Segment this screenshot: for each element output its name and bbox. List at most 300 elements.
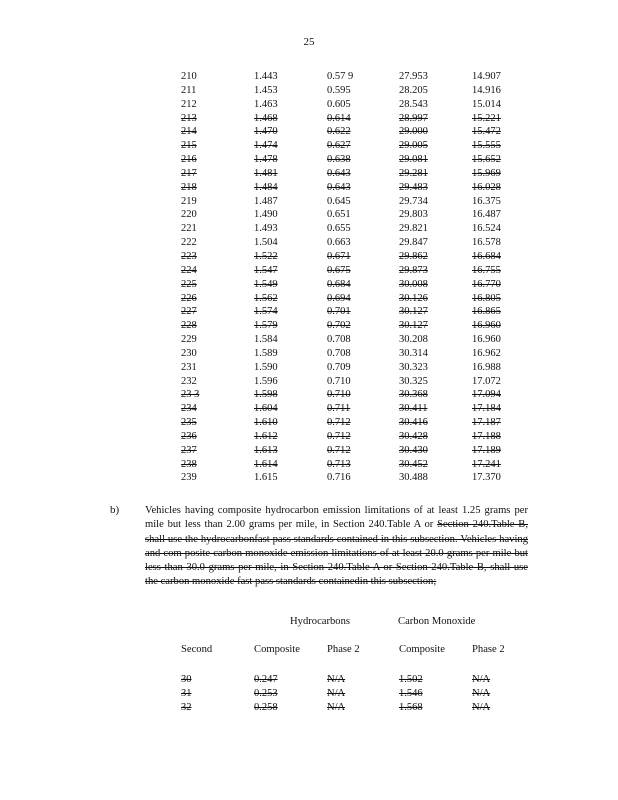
cell-value: 14.907 [472,71,501,82]
table-cell [327,125,399,139]
cell-value: 0.614 [327,112,351,124]
cell-value: 226 [181,292,197,304]
table-row [181,471,532,485]
table-cell [181,153,254,167]
table-cell [254,388,327,402]
cell-value: 220 [181,209,197,221]
cell-value: 16.028 [472,181,501,193]
table-cell [472,167,532,181]
table-row [181,305,532,319]
table-cell [327,305,399,319]
cell-value: 30.008 [399,278,428,290]
table-cell [254,333,327,347]
cell-value: 1.453 [254,84,278,96]
cell-value: 1.590 [254,361,278,373]
table-cell [472,673,522,687]
cell-value: 1.574 [254,306,278,318]
cell-value: 1.522 [254,250,278,262]
cell-value: 30.430 [399,444,428,456]
table-cell [472,70,532,84]
cell-value: 0.712 [327,430,351,442]
cell-value: 0.651 [327,209,351,221]
cell-value: 17.188 [472,430,501,442]
table-cell [181,388,254,402]
table-cell [399,153,472,167]
table-cell [181,333,254,347]
cell-value: 1.610 [254,417,278,429]
table-row [181,181,532,195]
cell-value: 231 [181,361,197,373]
cell-value: N/A [327,701,346,713]
cell-value: 30.416 [399,417,428,429]
cell-value: 232 [181,375,197,387]
cell-value: 30.411 [399,403,428,415]
table-cell [254,236,327,250]
table-cell [254,673,327,687]
cell-value: 17.094 [472,389,501,401]
cell-value: 1.470 [254,126,278,138]
cell-value: 16.375 [472,195,501,207]
cell-value: 15.652 [472,154,501,166]
cell-value: 16.524 [472,223,501,235]
cell-value: 0.638 [327,154,351,166]
cell-value: 237 [181,444,197,456]
table-cell [327,319,399,333]
cell-value: 30.127 [399,320,428,332]
seconds-cutpoint-table [181,70,532,485]
table-cell [472,701,522,715]
table-cell [181,416,254,430]
table-cell [472,98,532,112]
table-cell [254,278,327,292]
table-cell [254,167,327,181]
table-cell [472,292,532,306]
cell-value: 0.701 [327,306,351,318]
table-cell [181,264,254,278]
table-row [181,236,532,250]
table-cell [327,84,399,98]
cell-value: 29.803 [399,209,428,221]
table-row [181,333,532,347]
table-cell [472,388,532,402]
table-cell [327,375,399,389]
table-cell [327,292,399,306]
cell-value: 218 [181,181,197,193]
table-row [181,430,532,444]
cell-value: 15.014 [472,98,501,110]
table-row [181,139,532,153]
table-cell [327,222,399,236]
paragraph-b [145,504,528,590]
table-cell [327,264,399,278]
cell-value: 17.370 [472,472,501,484]
table-cell [254,701,327,715]
table-row [181,292,532,306]
table-cell [472,125,532,139]
table-cell [399,347,472,361]
cell-value: 0.622 [327,126,351,138]
table-row [181,195,532,209]
table-cell [254,416,327,430]
cell-value: 31 [181,687,192,699]
paragraph-b-struck-text: Section 240.Table B, shall use the hydrocarbonfast pass standards contained in this subsection. Vehicles having and com posite carbon monoxide emission limitations of at least 20.0 grams per mile but less than 30.0 grams per mile, in Section 240.Table A or Section 240.Table B, shall use the carbon monoxide fast pass standards containedin this subsection; [145,519,528,588]
cell-value: 0.663 [327,237,351,249]
table-cell [327,195,399,209]
sub-table-body [181,673,522,714]
table-cell [327,701,399,715]
table-cell [399,250,472,264]
table-cell [181,195,254,209]
table-cell [254,139,327,153]
table-row [181,264,532,278]
table-cell [254,84,327,98]
cell-value: 30.488 [399,472,428,484]
table-cell [472,375,532,389]
cell-value: 1.478 [254,154,278,166]
table-cell [327,333,399,347]
cell-value: 1.613 [254,444,278,456]
table-cell [327,236,399,250]
table-cell [472,402,532,416]
table-cell [399,471,472,485]
table-cell [472,84,532,98]
table-cell [181,181,254,195]
table-cell [181,701,254,715]
cell-value: 1.546 [399,687,423,699]
table-cell [472,181,532,195]
cell-value: 16.755 [472,264,501,276]
cell-value: 29.734 [399,195,428,207]
cell-value: 15.221 [472,112,501,124]
table-cell [254,250,327,264]
table-cell [472,471,532,485]
table-cell [254,292,327,306]
table-row [181,458,532,472]
table-cell [181,687,254,701]
cell-value: 1.612 [254,430,278,442]
cell-value: 0.708 [327,347,351,359]
table-cell [399,402,472,416]
cell-value: 29.000 [399,126,428,138]
table-cell [254,208,327,222]
col-header-second: Second [181,644,213,655]
cell-value: 0.253 [254,687,278,699]
table-cell [327,250,399,264]
table-cell [327,139,399,153]
cell-value: 29.873 [399,264,428,276]
table-cell [327,444,399,458]
table-cell [181,278,254,292]
cell-value: 229 [181,334,197,346]
table-cell [254,361,327,375]
table-cell [472,333,532,347]
cell-value: 0.712 [327,444,351,456]
cell-value: 28.205 [399,84,428,96]
cell-value: 215 [181,140,197,152]
table-cell [181,250,254,264]
table-cell [327,112,399,126]
cell-value: N/A [327,674,346,685]
table-cell [181,319,254,333]
table-cell [181,139,254,153]
cell-value: 0.711 [327,403,351,415]
table-cell [254,112,327,126]
cell-value: 16.865 [472,306,501,318]
cell-value: 211 [181,84,197,96]
table-cell [399,388,472,402]
cell-value: 1.463 [254,98,278,110]
table-row [181,388,532,402]
table-cell [181,208,254,222]
table-row [181,319,532,333]
table-cell [399,305,472,319]
table-cell [472,250,532,264]
cell-value: 0.247 [254,674,278,685]
table-cell [399,458,472,472]
cell-value: 1.615 [254,472,278,484]
cell-value: 236 [181,430,197,442]
cell-value: 222 [181,237,197,249]
table-cell [327,416,399,430]
table-cell [399,292,472,306]
cell-value: 0.709 [327,361,351,373]
table-cell [181,471,254,485]
carbon-monoxide-heading: Carbon Monoxide [398,616,476,627]
table-cell [181,236,254,250]
cell-value: 223 [181,250,197,262]
fast-pass-standards-table [181,673,522,714]
table-cell [472,139,532,153]
table-cell [254,70,327,84]
table-cell [399,333,472,347]
table-cell [399,236,472,250]
table-cell [254,375,327,389]
table-cell [181,222,254,236]
cell-value: 0.655 [327,223,351,235]
cell-value: 29.862 [399,250,428,262]
cell-value: 0.702 [327,320,351,332]
table-cell [472,361,532,375]
cell-value: 0.595 [327,84,351,96]
table-cell [181,125,254,139]
cell-value: 29.081 [399,154,428,166]
table-cell [327,430,399,444]
cell-value: 234 [181,403,197,415]
table-cell [399,687,472,701]
cell-value: 29.005 [399,140,428,152]
table-cell [472,278,532,292]
table-cell [254,319,327,333]
table-cell [254,153,327,167]
cell-value: 1.614 [254,458,278,470]
cell-value: 1.502 [399,674,423,685]
table-cell [399,139,472,153]
table-row [181,208,532,222]
table-row [181,250,532,264]
cell-value: 1.487 [254,195,278,207]
table-cell [327,278,399,292]
table-cell [327,153,399,167]
table-cell [254,222,327,236]
cell-value: 0.675 [327,264,351,276]
table-row [181,687,522,701]
table-row [181,375,532,389]
cell-value: 1.547 [254,264,278,276]
cell-value: 30.127 [399,306,428,318]
table-cell [399,361,472,375]
cell-value: 30.452 [399,458,428,470]
cell-value: 0.627 [327,140,351,152]
table-row [181,153,532,167]
cell-value: 1.490 [254,209,278,221]
cell-value: 17.184 [472,403,501,415]
hydrocarbons-heading: Hydrocarbons [290,616,351,627]
cell-value: 0.684 [327,278,351,290]
table-cell [472,195,532,209]
cell-value: 30.323 [399,361,428,373]
table-cell [254,444,327,458]
cell-value: 29.821 [399,223,428,235]
paragraph-b-text: Vehicles having composite hydrocarbon emission limitations of at least 1.25 grams per mile but less than 2.00 grams per mile, in Section 240.Table A or [145,505,528,531]
cell-value: 239 [181,472,197,484]
cell-value: 0.671 [327,250,351,262]
cell-value: 16.805 [472,292,501,304]
cell-value: 1.468 [254,112,278,124]
table-cell [472,305,532,319]
table-cell [327,402,399,416]
cell-value: 30.325 [399,375,428,387]
cell-value: 221 [181,223,197,235]
cell-value: N/A [472,674,491,685]
table-cell [181,84,254,98]
table-cell [399,112,472,126]
table-row [181,361,532,375]
table-cell [181,361,254,375]
table-cell [399,430,472,444]
table-cell [399,181,472,195]
table-cell [472,222,532,236]
cell-value: 227 [181,306,197,318]
cell-value: 30.428 [399,430,428,442]
table-cell [399,319,472,333]
cell-value: 216 [181,154,197,166]
table-cell [472,208,532,222]
cell-value: 1.481 [254,167,278,179]
cell-value: 214 [181,126,197,138]
table-cell [327,98,399,112]
table-cell [327,347,399,361]
table-row [181,402,532,416]
cell-value: 0.57 9 [327,71,354,82]
cell-value: 230 [181,347,197,359]
table-cell [181,70,254,84]
table-cell [254,430,327,444]
cell-value: N/A [327,687,346,699]
table-cell [472,236,532,250]
cell-value: 27.953 [399,71,428,82]
cell-value: 14.916 [472,84,501,96]
cell-value: 217 [181,167,197,179]
table-row [181,444,532,458]
cell-value: 29.281 [399,167,428,179]
cell-value: N/A [472,701,491,713]
table-cell [399,444,472,458]
table-cell [399,264,472,278]
col-header-hc-composite: Composite [254,644,300,655]
cell-value: 16.960 [472,320,501,332]
cell-value: 1.589 [254,347,278,359]
table-cell [399,195,472,209]
cell-value: 0.605 [327,98,351,110]
cell-value: 16.962 [472,347,501,359]
table-cell [327,208,399,222]
cell-value: 219 [181,195,197,207]
table-cell [254,181,327,195]
table-cell [472,319,532,333]
table-cell [181,347,254,361]
page-number: 25 [303,36,315,48]
cell-value: 0.645 [327,195,351,207]
table-cell [181,430,254,444]
cell-value: 30.208 [399,334,428,346]
table-cell [181,98,254,112]
cell-value: 15.969 [472,167,501,179]
cell-value: 30.126 [399,292,428,304]
cell-value: 1.584 [254,334,278,346]
table-cell [399,278,472,292]
table-cell [472,347,532,361]
table-cell [254,402,327,416]
table-cell [181,305,254,319]
table-cell [472,687,522,701]
table-cell [254,305,327,319]
table-cell [254,264,327,278]
table-cell [399,208,472,222]
cell-value: 1.474 [254,140,278,152]
cell-value: 1.604 [254,403,278,415]
cell-value: 29.483 [399,181,428,193]
cell-value: 0.716 [327,472,351,484]
cell-value: 30 [181,674,192,685]
table-row [181,347,532,361]
table-cell [472,153,532,167]
table-row [181,125,532,139]
table-cell [327,458,399,472]
table-cell [472,430,532,444]
table-cell [327,471,399,485]
table-cell [181,673,254,687]
cell-value: 16.684 [472,250,501,262]
cell-value: 0.643 [327,167,351,179]
cell-value: N/A [472,687,491,699]
cell-value: 0.258 [254,701,278,713]
table-cell [327,388,399,402]
table-cell [254,347,327,361]
table-cell [254,458,327,472]
cell-value: 0.710 [327,375,351,387]
table-cell [399,70,472,84]
table-cell [254,687,327,701]
cell-value: 212 [181,98,197,110]
table-row [181,701,522,715]
cell-value: 1.493 [254,223,278,235]
cell-value: 15.472 [472,126,501,138]
cell-value: 0.708 [327,334,351,346]
main-table-body [181,70,532,485]
table-cell [399,98,472,112]
table-row [181,98,532,112]
cell-value: 238 [181,458,197,470]
